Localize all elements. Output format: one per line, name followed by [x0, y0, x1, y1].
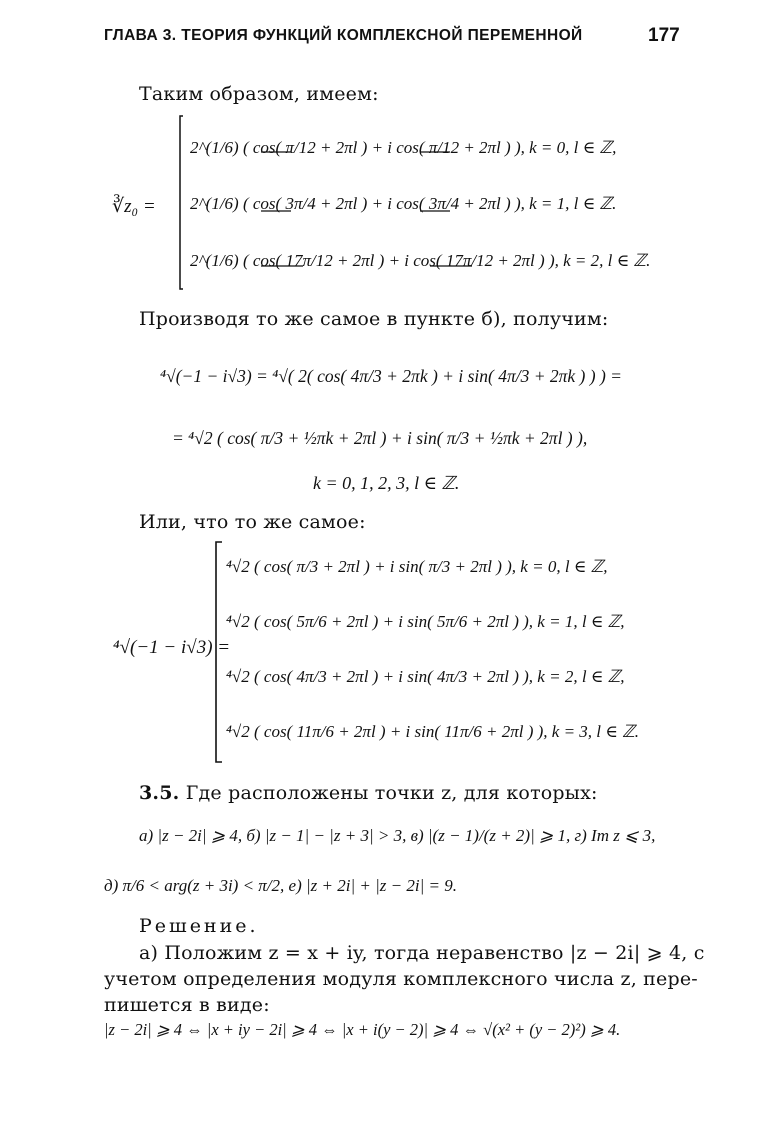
solution-line-3: пишется в виде: [104, 994, 270, 1016]
running-header: ГЛАВА 3. ТЕОРИЯ ФУНКЦИЙ КОМПЛЕКСНОЙ ПЕРЕМЕННОЙ [104, 27, 583, 44]
equation-2-line-1: ⁴√(−1 − i√3) = ⁴√( 2( cos( 4π/3 + 2πk ) + i sin( 4π/3 + 2πk ) ) ) = [160, 366, 622, 386]
solution-line-1: а) Положим z = x + iy, тогда неравенство |z − 2i| ⩾ 4, с [139, 942, 705, 964]
system-2-row-2: ⁴√2 ( cos( 4π/3 + 2πl ) + i sin( 4π/3 + 2πl ) ), k = 2, l ∈ ℤ, [226, 667, 625, 686]
system-2-row-3: ⁴√2 ( cos( 11π/6 + 2πl ) + i sin( 11π/6 + 2πl ) ), k = 3, l ∈ ℤ. [226, 722, 640, 741]
solution-final-equation: |z − 2i| ⩾ 4 ⇔ |x + iy − 2i| ⩾ 4 ⇔ |x + i(y − 2)| ⩾ 4 ⇔ √(x² + (y − 2)²) ⩾ 4. [104, 1020, 621, 1039]
system-1-row-0: 2^(1/6) ( cos( π/12 + 2πl ) + i cos( π/12 + 2πl ) ), k = 0, l ∈ ℤ, [190, 138, 617, 157]
paragraph-3: Или, что то же самое: [139, 511, 366, 533]
equation-2-line-2: = ⁴√2 ( cos( π/3 + ½πk + 2πl ) + i sin( π/3 + ½πk + 2πl ) ), [172, 428, 588, 448]
system-2-row-0: ⁴√2 ( cos( π/3 + 2πl ) + i sin( π/3 + 2πl ) ), k = 0, l ∈ ℤ, [226, 557, 608, 576]
problem-number: 3.5. [139, 782, 180, 804]
problem-heading [139, 782, 598, 804]
system-1-lhs: ∛z₀ = [112, 196, 156, 217]
problem-items-line-2: д) π/6 < arg(z + 3i) < π/2, е) |z + 2i| + |z − 2i| = 9. [104, 876, 458, 895]
system-1-row-1: 2^(1/6) ( cos( 3π/4 + 2πl ) + i cos( 3π/4 + 2πl ) ), k = 1, l ∈ ℤ. [190, 194, 617, 213]
solution-line-2: учетом определения модуля комплексного числа z, пере- [104, 968, 698, 990]
page-number: 177 [648, 25, 680, 46]
system-1-row-2: 2^(1/6) ( cos( 17π/12 + 2πl ) + i cos( 17π/12 + 2πl ) ), k = 2, l ∈ ℤ. [190, 251, 651, 270]
equation-2-line-3: k = 0, 1, 2, 3, l ∈ ℤ. [313, 473, 460, 493]
solution-label: Решение. [139, 915, 259, 937]
system-2-lhs: ⁴√(−1 − i√3) = [113, 637, 231, 658]
problem-items-line-1: а) |z − 2i| ⩾ 4, б) |z − 1| − |z + 3| > 3, в) |(z − 1)/(z + 2)| ⩾ 1, г) Im z ⩽ 3, [139, 826, 656, 845]
system-2-row-1: ⁴√2 ( cos( 5π/6 + 2πl ) + i sin( 5π/6 + 2πl ) ), k = 1, l ∈ ℤ, [226, 612, 625, 631]
problem-text: Где расположены точки z, для которых: [185, 782, 598, 804]
paragraph-2: Производя то же самое в пункте б), получим: [139, 308, 609, 330]
intro-text: Таким образом, имеем: [139, 83, 379, 105]
